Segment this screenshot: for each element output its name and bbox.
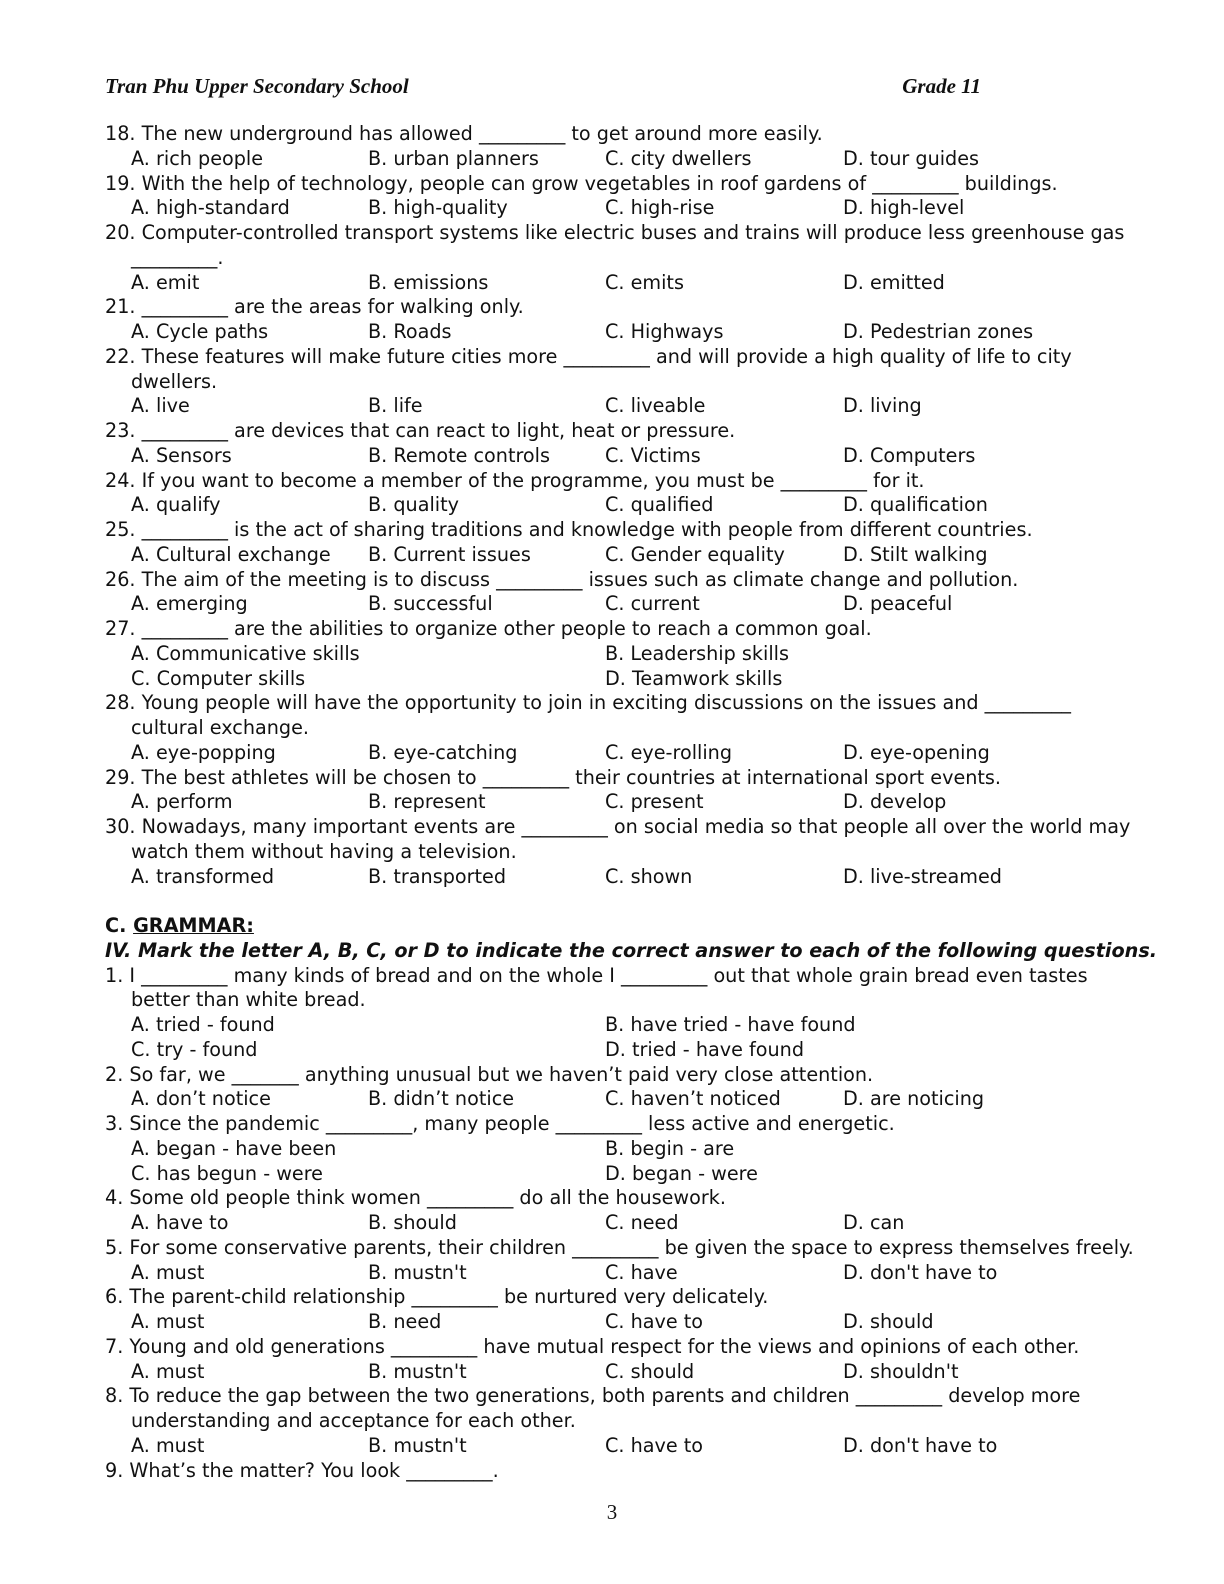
answer-option: C. shown xyxy=(605,864,693,888)
options-row xyxy=(105,1087,1115,1112)
section-prefix: C. xyxy=(105,914,134,937)
answer-option: B. mustn't xyxy=(368,1359,467,1383)
question-stem: 6. The parent-child relationship _________ be nurtured very delicately. xyxy=(105,1285,769,1309)
question-stem: 20. Computer-controlled transport systems like electric buses and trains will produce less greenhouse gas xyxy=(105,221,1125,244)
answer-option: D. Pedestrian zones xyxy=(843,320,1034,343)
answer-option: B. quality xyxy=(368,493,460,517)
answer-option: B. need xyxy=(368,1310,442,1333)
answer-option: C. present xyxy=(605,790,704,814)
answer-option: D. should xyxy=(843,1310,934,1333)
answer-option: A. transformed xyxy=(131,864,275,888)
question-item xyxy=(105,766,1115,816)
options-row xyxy=(105,1360,1115,1385)
question-item xyxy=(105,691,1115,765)
options-row xyxy=(105,1137,1115,1162)
answer-option: C. try - found xyxy=(131,1037,258,1061)
question-stem: 8. To reduce the gap between the two generations, both parents and children _________ develop more xyxy=(105,1384,1081,1408)
question-item xyxy=(105,1063,1115,1113)
answer-option: D. live-streamed xyxy=(843,864,1002,888)
question-item xyxy=(105,815,1131,889)
answer-option: A. have to xyxy=(131,1211,229,1234)
question-item xyxy=(105,568,1115,618)
answer-option: A. qualify xyxy=(131,493,221,517)
answer-option: A. rich people xyxy=(131,146,264,170)
question-item xyxy=(105,1112,1115,1186)
question-stem: 21. _________ are the areas for walking only. xyxy=(105,295,524,319)
answer-option: B. have tried - have found xyxy=(605,1013,856,1036)
options-row xyxy=(105,1013,1115,1038)
question-stem: 28. Young people will have the opportunity to join in exciting discussions on the issues and _________ xyxy=(105,691,1072,715)
answer-option: B. Leadership skills xyxy=(605,641,790,665)
answer-option: A. Cultural exchange xyxy=(131,542,331,566)
answer-option: C. city dwellers xyxy=(605,146,752,170)
answer-option: B. represent xyxy=(368,790,486,814)
answer-option: B. begin - are xyxy=(605,1136,735,1160)
question-item xyxy=(105,1459,1115,1484)
question-stem: 24. If you want to become a member of the programme, you must be _________ for it. xyxy=(105,468,925,492)
question-stem-continued: watch them without having a television. xyxy=(131,839,517,863)
question-stem: 23. _________ are devices that can react to light, heat or pressure. xyxy=(105,419,736,442)
answer-option: B. mustn't xyxy=(368,1260,467,1284)
answer-option: C. Victims xyxy=(605,443,701,467)
question-stem: 29. The best athletes will be chosen to _________ their countries at international sport events. xyxy=(105,765,1002,789)
answer-option: C. haven’t noticed xyxy=(605,1087,781,1111)
answer-option: D. are noticing xyxy=(843,1087,985,1111)
question-stem: 25. _________ is the act of sharing traditions and knowledge with people from different countries. xyxy=(105,518,1033,541)
question-item xyxy=(105,122,1115,172)
grade-label: Grade 11 xyxy=(902,74,981,98)
answer-option: C. qualified xyxy=(605,493,714,517)
answer-option: B. urban planners xyxy=(368,146,539,170)
options-row xyxy=(105,543,1115,568)
question-stem-continued: understanding and acceptance for each other. xyxy=(131,1409,576,1432)
answer-option: C. Highways xyxy=(605,320,724,343)
answer-option: A. don’t notice xyxy=(131,1087,271,1111)
options-row xyxy=(105,1211,1115,1236)
question-item xyxy=(105,469,1115,519)
answer-option: D. tour guides xyxy=(843,146,980,170)
options-row xyxy=(105,444,1115,469)
question-stem: 27. _________ are the abilities to organize other people to reach a common goal. xyxy=(105,617,872,640)
answer-option: C. Computer skills xyxy=(131,666,306,690)
answer-option: D. peaceful xyxy=(843,592,953,616)
answer-option: D. began - were xyxy=(605,1161,758,1185)
section-title: GRAMMAR: xyxy=(133,914,254,937)
answer-option: A. high-standard xyxy=(131,196,290,220)
answer-option: B. transported xyxy=(368,864,507,888)
options-row xyxy=(105,196,1115,221)
page-header xyxy=(105,74,981,102)
answer-option: C. should xyxy=(605,1359,695,1383)
answer-option: A. began - have been xyxy=(131,1136,337,1160)
answer-option: D. eye-opening xyxy=(843,740,990,764)
question-item xyxy=(105,419,1115,469)
answer-option: D. living xyxy=(843,394,922,418)
answer-option: C. have to xyxy=(605,1310,704,1333)
question-stem: 3. Since the pandemic _________, many people _________ less active and energetic. xyxy=(105,1112,895,1135)
options-row xyxy=(105,1261,1115,1286)
options-row xyxy=(105,320,1115,345)
answer-option: B. Current issues xyxy=(368,542,531,566)
answer-option: C. liveable xyxy=(605,394,706,418)
exercise-instruction: IV. Mark the letter A, B, C, or D to indicate the correct answer to each of the following questions. xyxy=(105,938,1158,962)
answer-option: A. perform xyxy=(131,790,233,814)
options-row xyxy=(105,1434,1115,1459)
page-number: 3 xyxy=(606,1500,618,1524)
answer-option: A. tried - found xyxy=(131,1013,275,1036)
question-stem-continued: cultural exchange. xyxy=(131,716,309,739)
answer-option: A. emerging xyxy=(131,592,248,616)
answer-option: D. emitted xyxy=(843,270,945,294)
answer-option: C. have xyxy=(605,1260,678,1284)
answer-option: B. should xyxy=(368,1211,457,1234)
answer-option: B. didn’t notice xyxy=(368,1087,515,1111)
section-heading xyxy=(105,914,1115,939)
options-row xyxy=(105,1310,1115,1335)
answer-option: B. Roads xyxy=(368,320,452,343)
question-item xyxy=(105,1335,1115,1385)
answer-option: D. Teamwork skills xyxy=(605,666,783,690)
answer-option: C. current xyxy=(605,592,700,616)
question-item xyxy=(105,1285,1115,1335)
options-row xyxy=(105,865,1115,890)
answer-option: B. life xyxy=(368,394,423,418)
question-stem: 26. The aim of the meeting is to discuss _________ issues such as climate change and pollution. xyxy=(105,567,1019,591)
answer-option: B. high-quality xyxy=(368,196,508,220)
question-stem: 9. What’s the matter? You look _________. xyxy=(105,1458,499,1482)
question-stem: 7. Young and old generations _________ have mutual respect for the views and opinions of each other. xyxy=(105,1334,1080,1358)
question-stem: 2. So far, we _______ anything unusual but we haven’t paid very close attention. xyxy=(105,1062,874,1086)
answer-option: C. high-rise xyxy=(605,196,715,220)
answer-option: D. Stilt walking xyxy=(843,542,988,566)
answer-option: C. need xyxy=(605,1211,679,1234)
answer-option: D. tried - have found xyxy=(605,1037,804,1061)
options-row xyxy=(105,790,1115,815)
question-item xyxy=(105,1384,1115,1458)
answer-option: D. shouldn't xyxy=(843,1359,959,1383)
options-row xyxy=(105,1038,1115,1063)
question-stem: 4. Some old people think women _________ do all the housework. xyxy=(105,1186,726,1210)
answer-option: B. mustn't xyxy=(368,1433,467,1457)
answer-option: B. Remote controls xyxy=(368,443,550,467)
question-item xyxy=(105,221,1125,295)
question-item xyxy=(105,345,1115,419)
options-row xyxy=(105,667,1115,692)
options-row xyxy=(105,741,1115,766)
answer-option: A. eye-popping xyxy=(131,740,276,764)
answer-option: C. Gender equality xyxy=(605,542,785,566)
question-item xyxy=(105,518,1115,568)
answer-option: A. Communicative skills xyxy=(131,641,360,665)
school-name: Tran Phu Upper Secondary School xyxy=(105,74,409,98)
question-list xyxy=(105,122,1158,1483)
question-stem: 5. For some conservative parents, their children _________ be given the space to express themselves freely. xyxy=(105,1235,1134,1259)
question-item xyxy=(105,295,1115,345)
question-item xyxy=(105,172,1115,222)
answer-option: B. eye-catching xyxy=(368,740,518,764)
question-stem: 30. Nowadays, many important events are _________ on social media so that people all over the world may xyxy=(105,815,1131,838)
answer-option: C. has begun - were xyxy=(131,1161,323,1185)
answer-option: A. must xyxy=(131,1433,205,1457)
options-row xyxy=(105,147,1115,172)
question-item xyxy=(105,964,1115,1063)
question-item xyxy=(105,1235,1134,1286)
answer-option: C. emits xyxy=(605,270,684,294)
question-stem: 18. The new underground has allowed _________ to get around more easily. xyxy=(105,122,823,145)
answer-option: D. can xyxy=(843,1211,905,1234)
answer-option: C. have to xyxy=(605,1433,704,1457)
answer-option: D. high-level xyxy=(843,196,965,220)
answer-option: C. eye-rolling xyxy=(605,740,733,764)
answer-option: A. Cycle paths xyxy=(131,320,269,343)
question-item xyxy=(105,1186,1115,1236)
question-stem: 1. I _________ many kinds of bread and on the whole I _________ out that whole grain bread even tastes xyxy=(105,963,1088,987)
answer-option: A. must xyxy=(131,1260,205,1284)
options-row xyxy=(105,271,1115,296)
answer-option: A. live xyxy=(131,394,190,418)
answer-option: D. develop xyxy=(843,790,947,814)
options-row xyxy=(105,592,1115,617)
answer-option: D. don't have to xyxy=(843,1433,998,1457)
options-row xyxy=(105,1162,1115,1187)
answer-option: D. don't have to xyxy=(843,1260,998,1284)
answer-option: B. successful xyxy=(368,592,493,616)
question-stem-continued: better than white bread. xyxy=(131,988,366,1012)
question-stem: 22. These features will make future cities more _________ and will provide a high quality of life to city xyxy=(105,344,1072,368)
section-gap xyxy=(105,889,1115,914)
answer-option: A. must xyxy=(131,1310,205,1333)
answer-option: D. Computers xyxy=(843,443,976,467)
options-row xyxy=(105,394,1115,419)
answer-option: A. Sensors xyxy=(131,443,232,467)
answer-option: A. emit xyxy=(131,270,200,294)
question-stem-continued: _________. xyxy=(131,245,224,269)
options-row xyxy=(105,493,1115,518)
options-row xyxy=(105,642,1115,667)
question-stem: 19. With the help of technology, people can grow vegetables in roof gardens of _________ buildings. xyxy=(105,171,1058,195)
question-stem-continued: dwellers. xyxy=(131,369,218,393)
answer-option: B. emissions xyxy=(368,270,489,294)
answer-option: A. must xyxy=(131,1359,205,1383)
answer-option: D. qualification xyxy=(843,493,988,517)
question-item xyxy=(105,617,1115,691)
